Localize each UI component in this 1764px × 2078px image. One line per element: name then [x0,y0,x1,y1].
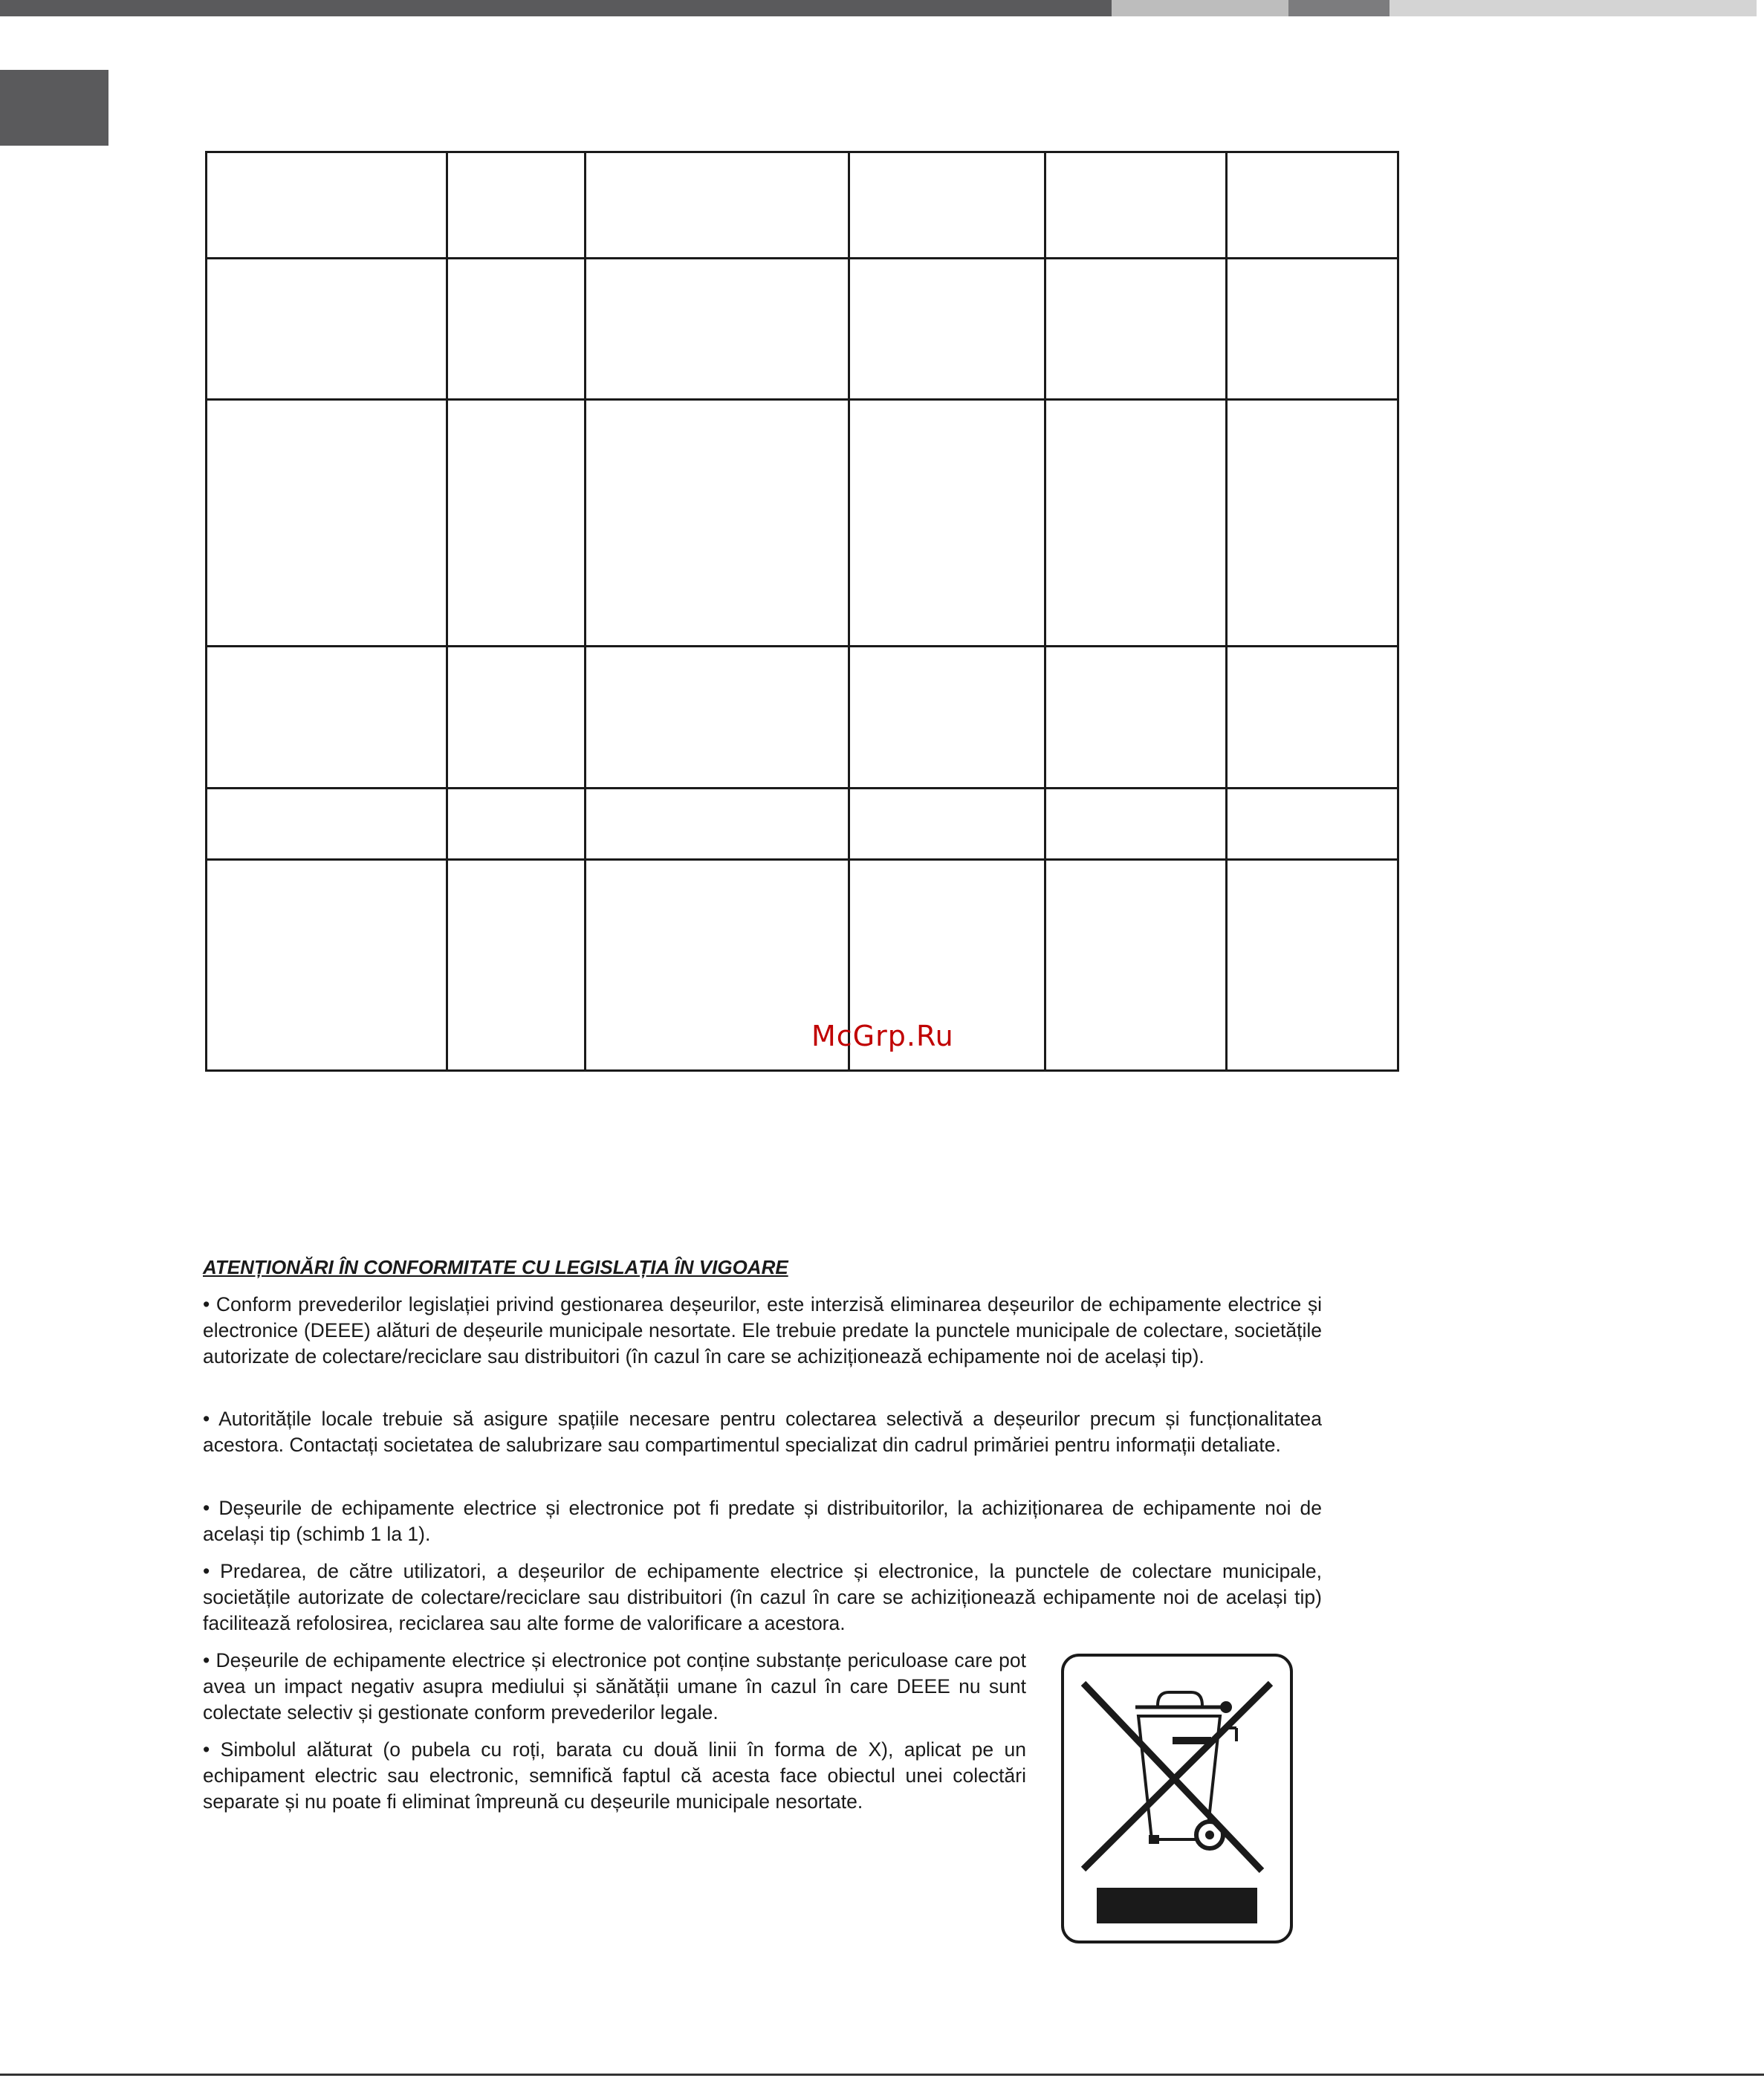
empty-table [205,151,1399,1072]
header-bar-segment [1288,0,1390,16]
language-tab [0,70,108,146]
section-heading: ATENȚIONĂRI ÎN CONFORMITATE CU LEGISLAȚIA ÎN VIGOARE [203,1256,788,1278]
table-cell [1045,788,1227,859]
header-bar-segment [0,0,1112,16]
table-cell [447,646,586,788]
notice-paragraph: • Deșeurile de echipamente electrice și electronice pot fi predate și distribuitorilor, la achiziționarea de echipamente noi de același tip (schimb 1 la 1). [203,1497,1322,1545]
table-cell [586,859,849,1070]
table-cell [1045,259,1227,400]
table-cell [447,859,586,1070]
table-cell [849,646,1045,788]
table-cell [849,152,1045,259]
header-bar-segment [1112,0,1288,16]
header-bar-segment [1390,0,1757,16]
notice-paragraph: • Deșeurile de echipamente electrice și electronice pot conține substanțe periculoase care pot avea un impact negativ asupra mediului și sănătății umane în cazul în care DEEE nu sunt colectate selectiv și gestionate conform prevederilor legale. [203,1649,1026,1723]
table-cell [1227,646,1398,788]
table-cell [207,646,447,788]
table-cell [207,788,447,859]
table-cell [586,400,849,646]
table-cell [1227,400,1398,646]
watermark: McGrp.Ru [811,1020,954,1052]
table-cell [1045,859,1227,1070]
footer-rule [0,2074,1764,2076]
table-row [207,788,1398,859]
crossed-out-wheelie-bin-icon [1061,1654,1293,1943]
table-cell [586,259,849,400]
table-cell [207,152,447,259]
notice-paragraph: • Autoritățile locale trebuie să asigure spațiile necesare pentru colectarea selectivă a deșeurilor precum și funcționalitatea acestora. Contactați societatea de salubrizare sau compartimentul specializat din cadrul primăriei pentru informații detaliate. [203,1408,1322,1456]
table-cell [447,259,586,400]
table-cell [849,259,1045,400]
table-cell [207,259,447,400]
table-cell [586,152,849,259]
table-cell [1227,152,1398,259]
notice-paragraph: • Predarea, de către utilizatori, a deșeurilor de echipamente electrice și electronice, la punctele de colectare municipale, societățile autorizate de colectare/reciclare sau distribuitori (în cazul în care se achiziționează echipamente noi de același tip) facilitează refolosirea, reciclarea sau alte forme de valorificare a acestora. [203,1560,1322,1634]
table-cell [1227,788,1398,859]
table-cell [447,400,586,646]
table-cell [586,646,849,788]
table-cell [586,788,849,859]
table-cell [207,859,447,1070]
table-row [207,259,1398,400]
table-cell [1227,259,1398,400]
table-cell [1045,400,1227,646]
table-cell [447,788,586,859]
table-row [207,152,1398,259]
notice-paragraph: • Conform prevederilor legislației privind gestionarea deșeurilor, este interzisă eliminarea deșeurilor de echipamente electrice și electronice (DEEE) alături de deșeurile municipale nesortate. Ele trebuie predate la punctele municipale de colectare, societățile autorizate de colectare/reciclare sau distribuitori (în cazul în care se achiziționează echipamente noi de același tip). [203,1293,1322,1367]
table-cell [1045,152,1227,259]
table-cell [849,400,1045,646]
table-cell [1227,859,1398,1070]
table-cell [207,400,447,646]
table-row [207,646,1398,788]
table-cell [1045,646,1227,788]
table-cell [447,152,586,259]
table-cell [849,788,1045,859]
table-row [207,859,1398,1070]
notice-paragraph: • Simbolul alăturat (o pubela cu roți, barata cu două linii în forma de X), aplicat pe un echipament electric sau electronic, semnifică faptul că acesta face obiectul unei colectări separate și nu poate fi eliminat împreună cu deșeurile municipale nesortate. [203,1738,1026,1813]
table-row [207,400,1398,646]
header-bar [0,0,1764,16]
